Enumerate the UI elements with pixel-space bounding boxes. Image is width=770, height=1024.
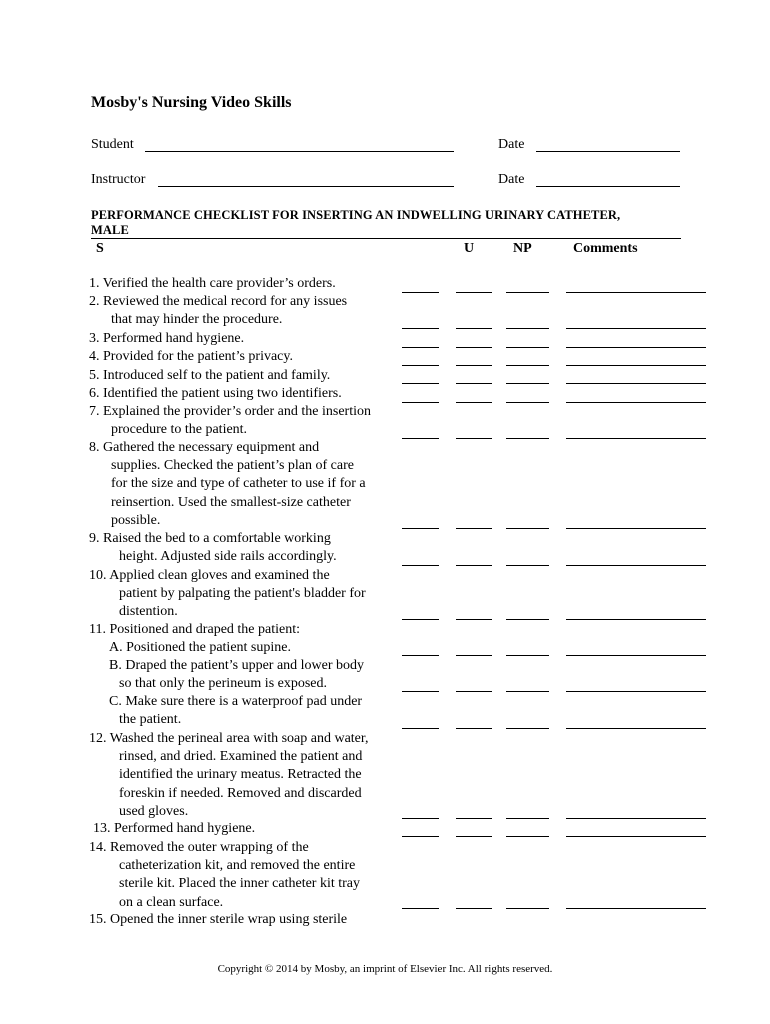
item-text: on a clean surface.: [119, 894, 224, 910]
comments-blank[interactable]: [566, 728, 706, 729]
item-text: 2. Reviewed the medical record for any issues: [89, 294, 348, 309]
instructor-label: Instructor: [91, 172, 146, 187]
document-title: Mosby's Nursing Video Skills: [91, 94, 292, 111]
checklist-item-12: [89, 730, 369, 821]
instructor-date-field[interactable]: [536, 186, 680, 187]
u-blank[interactable]: [456, 619, 492, 620]
item-text: possible.: [111, 512, 161, 528]
np-blank[interactable]: [506, 818, 549, 819]
np-blank[interactable]: [506, 328, 549, 329]
checklist-item-5: [89, 367, 330, 385]
student-date-field[interactable]: [536, 151, 680, 152]
comments-blank[interactable]: [566, 383, 706, 384]
column-header-comments: Comments: [573, 241, 638, 256]
comments-blank[interactable]: [566, 836, 706, 837]
s-blank[interactable]: [402, 728, 439, 729]
item-text: so that only the perineum is exposed.: [119, 676, 328, 692]
checklist-item-7: [89, 403, 371, 439]
u-blank[interactable]: [456, 365, 492, 366]
checklist-item-3: [89, 330, 244, 348]
u-blank[interactable]: [456, 836, 492, 837]
item-text: B. Draped the patient’s upper and lower body: [109, 658, 365, 673]
np-blank[interactable]: [506, 691, 549, 692]
np-blank[interactable]: [506, 347, 549, 348]
s-blank[interactable]: [402, 836, 439, 837]
date-label-instructor: Date: [498, 172, 525, 187]
item-text: 9. Raised the bed to a comfortable working: [89, 531, 331, 546]
item-text: identified the urinary meatus. Retracted the: [119, 767, 362, 783]
np-blank[interactable]: [506, 655, 549, 656]
comments-blank[interactable]: [566, 347, 706, 348]
item-text: distention.: [119, 604, 178, 620]
np-blank[interactable]: [506, 836, 549, 837]
checklist-item-4: [89, 348, 293, 366]
column-header-u: U: [464, 241, 475, 256]
instructor-field[interactable]: [158, 186, 454, 187]
u-blank[interactable]: [456, 402, 492, 403]
column-header-s: S: [96, 241, 104, 256]
s-blank[interactable]: [402, 365, 439, 366]
item-text: height. Adjusted side rails accordingly.: [119, 549, 337, 565]
checklist-item-10: [89, 567, 366, 622]
item-text: 14. Removed the outer wrapping of the: [89, 840, 309, 855]
np-blank[interactable]: [506, 619, 549, 620]
checklist-item-11c: [89, 693, 362, 729]
checklist-item-11: [89, 621, 300, 657]
checklist-item-6: [89, 385, 342, 403]
np-blank[interactable]: [506, 402, 549, 403]
u-blank[interactable]: [456, 328, 492, 329]
u-blank[interactable]: [456, 438, 492, 439]
s-blank[interactable]: [402, 655, 439, 656]
checklist-heading: PERFORMANCE CHECKLIST FOR INSERTING AN INDWELLING URINARY CATHETER,: [91, 208, 621, 222]
comments-blank[interactable]: [566, 565, 706, 566]
np-blank[interactable]: [506, 292, 549, 293]
item-text: 4. Provided for the patient’s privacy.: [89, 349, 293, 364]
checklist-item-11b: [89, 657, 364, 693]
u-blank[interactable]: [456, 292, 492, 293]
checklist-item-2: [89, 293, 347, 329]
item-text: rinsed, and dried. Examined the patient and: [119, 749, 363, 765]
u-blank[interactable]: [456, 908, 492, 909]
s-blank[interactable]: [402, 383, 439, 384]
u-blank[interactable]: [456, 528, 492, 529]
u-blank[interactable]: [456, 728, 492, 729]
item-text: 11. Positioned and draped the patient:: [89, 622, 300, 637]
s-blank[interactable]: [402, 528, 439, 529]
checklist-item-9: [89, 530, 337, 566]
comments-blank[interactable]: [566, 908, 706, 909]
item-text: 6. Identified the patient using two identifiers.: [89, 386, 342, 401]
item-text: 7. Explained the provider’s order and the insertion: [89, 404, 371, 419]
item-text: 13. Performed hand hygiene.: [93, 821, 256, 836]
item-text: 3. Performed hand hygiene.: [89, 331, 245, 346]
u-blank[interactable]: [456, 691, 492, 692]
student-label: Student: [91, 137, 134, 152]
comments-blank[interactable]: [566, 691, 706, 692]
comments-blank[interactable]: [566, 438, 706, 439]
checklist-item-13: [89, 820, 255, 838]
u-blank[interactable]: [456, 818, 492, 819]
checklist-item-15: [89, 911, 347, 929]
checklist-item-1: [89, 275, 336, 293]
student-field[interactable]: [145, 151, 454, 152]
item-text: 5. Introduced self to the patient and family.: [89, 368, 331, 383]
item-text: foreskin if needed. Removed and discarded: [119, 785, 362, 801]
item-text: 1. Verified the health care provider’s orders.: [89, 276, 336, 291]
s-blank[interactable]: [402, 818, 439, 819]
s-blank[interactable]: [402, 438, 439, 439]
comments-blank[interactable]: [566, 818, 706, 819]
item-text: catheterization kit, and removed the entire: [119, 858, 356, 874]
date-label-student: Date: [498, 137, 525, 152]
item-text: used gloves.: [119, 803, 189, 819]
column-header-np: NP: [513, 241, 532, 256]
item-text: that may hinder the procedure.: [111, 312, 283, 328]
item-text: sterile kit. Placed the inner catheter kit tray: [119, 876, 361, 892]
np-blank[interactable]: [506, 565, 549, 566]
s-blank[interactable]: [402, 691, 439, 692]
item-text: 12. Washed the perineal area with soap and water,: [89, 731, 369, 746]
np-blank[interactable]: [506, 383, 549, 384]
checklist-item-8: [89, 439, 366, 530]
copyright-footer: Copyright © 2014 by Mosby, an imprint of Elsevier Inc. All rights reserved.: [217, 963, 553, 975]
item-text: supplies. Checked the patient’s plan of care: [111, 458, 354, 474]
comments-blank[interactable]: [566, 619, 706, 620]
np-blank[interactable]: [506, 438, 549, 439]
heading-rule: [91, 238, 681, 239]
item-text: 8. Gathered the necessary equipment and: [89, 440, 320, 455]
comments-blank[interactable]: [566, 655, 706, 656]
s-blank[interactable]: [402, 292, 439, 293]
checklist-item-14: [89, 839, 360, 912]
s-blank[interactable]: [402, 565, 439, 566]
u-blank[interactable]: [456, 565, 492, 566]
s-blank[interactable]: [402, 908, 439, 909]
item-text: 15. Opened the inner sterile wrap using sterile: [89, 912, 348, 927]
comments-blank[interactable]: [566, 365, 706, 366]
item-text: C. Make sure there is a waterproof pad under: [109, 694, 363, 709]
s-blank[interactable]: [402, 619, 439, 620]
s-blank[interactable]: [402, 402, 439, 403]
comments-blank[interactable]: [566, 292, 706, 293]
np-blank[interactable]: [506, 365, 549, 366]
comments-blank[interactable]: [566, 528, 706, 529]
np-blank[interactable]: [506, 728, 549, 729]
u-blank[interactable]: [456, 383, 492, 384]
item-text: procedure to the patient.: [111, 422, 248, 438]
item-text: reinsertion. Used the smallest-size catheter: [111, 494, 351, 510]
item-text: 10. Applied clean gloves and examined the: [89, 568, 330, 583]
comments-blank[interactable]: [566, 328, 706, 329]
item-text: for the size and type of catheter to use if for a: [111, 476, 366, 492]
checklist-heading-continued: MALE: [91, 223, 129, 237]
np-blank[interactable]: [506, 908, 549, 909]
item-text: A. Positioned the patient supine.: [109, 640, 291, 656]
u-blank[interactable]: [456, 655, 492, 656]
s-blank[interactable]: [402, 347, 439, 348]
np-blank[interactable]: [506, 528, 549, 529]
item-text: the patient.: [119, 712, 182, 728]
s-blank[interactable]: [402, 328, 439, 329]
comments-blank[interactable]: [566, 402, 706, 403]
u-blank[interactable]: [456, 347, 492, 348]
item-text: patient by palpating the patient's bladder for: [119, 586, 366, 602]
